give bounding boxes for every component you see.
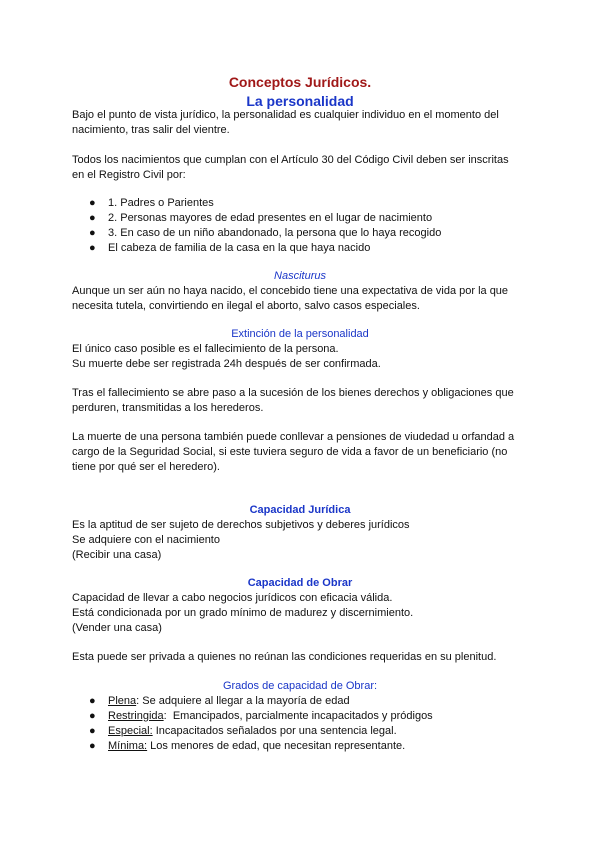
grado-term: Mínima: <box>108 740 148 752</box>
list-item: ● Plena: Se adquiere al llegar a la mayoría de edad <box>89 695 350 707</box>
registro-line-2: en el Registro Civil por: <box>72 169 186 181</box>
cap-obrar-line-1: Capacidad de llevar a cabo negocios jurídicos con eficacia válida. <box>72 592 393 604</box>
bullet-icon: ● <box>89 740 96 752</box>
nasciturus-line-1: Aunque un ser aún no haya nacido, el concebido tiene una expectativa de vida por la que <box>72 285 509 297</box>
bullet-icon: ● <box>89 695 96 707</box>
heading-capacidad-juridica: Capacidad Jurídica <box>249 504 351 516</box>
extincion-p3-line-2: cargo de la Seguridad Social, si este tuviera seguro de vida a favor de un beneficiario (no <box>72 446 508 458</box>
list-item: ● 2. Personas mayores de edad presentes en el lugar de nacimiento <box>89 212 433 224</box>
list-item: ● El cabeza de familia de la casa en la que haya nacido <box>89 242 371 254</box>
bullet-icon: ● <box>89 242 96 254</box>
grado-term: Plena <box>108 695 137 707</box>
intro-line-1: Bajo el punto de vista jurídico, la personalidad es cualquier individuo en el momento del <box>72 109 499 121</box>
nasciturus-line-2: necesita tutela, convirtiendo en ilegal el aborto, salvo casos especiales. <box>72 300 420 312</box>
registro-line-1: Todos los nacimientos que cumplan con el Artículo 30 del Código Civil deben ser inscritas <box>72 154 509 166</box>
bullet-icon: ● <box>89 227 96 239</box>
list-item: ● Especial: Incapacitados señalados por una sentencia legal. <box>89 725 397 737</box>
cap-juridica-line-3: (Recibir una casa) <box>72 549 162 561</box>
extincion-line-2: Su muerte debe ser registrada 24h después de ser confirmada. <box>72 358 381 370</box>
registro-list <box>89 196 442 256</box>
heading-extincion: Extinción de la personalidad <box>231 328 369 340</box>
bullet-icon: ● <box>89 197 96 209</box>
extincion-p3-line-1: La muerte de una persona también puede conllevar a pensiones de viudedad u orfandad a <box>72 431 515 443</box>
bullet-icon: ● <box>89 710 96 722</box>
section-title-personalidad: La personalidad <box>246 93 354 109</box>
grado-term: Especial: <box>108 725 153 737</box>
list-item: ● 1. Padres o Parientes <box>89 197 214 209</box>
heading-capacidad-obrar: Capacidad de Obrar <box>247 577 353 589</box>
grados-list <box>89 694 433 754</box>
heading-nasciturus: Nasciturus <box>274 270 326 282</box>
cap-juridica-line-1: Es la aptitud de ser sujeto de derechos subjetivos y deberes jurídicos <box>72 519 410 531</box>
bullet-icon: ● <box>89 725 96 737</box>
cap-obrar-line-2: Está condicionada por un grado mínimo de madurez y discernimiento. <box>72 607 414 619</box>
list-item: ● 3. En caso de un niño abandonado, la persona que lo haya recogido <box>89 227 442 239</box>
extincion-p3-line-3: tiene por qué ser el heredero). <box>72 461 220 473</box>
heading-grados: Grados de capacidad de Obrar: <box>222 680 378 692</box>
cap-juridica-line-2: Se adquiere con el nacimiento <box>72 534 220 546</box>
list-item: ● Restringida: Emancipados, parcialmente incapacitados y pródigos <box>89 710 433 722</box>
intro-line-2: nacimiento, tras salir del vientre. <box>72 124 230 136</box>
extincion-line-1: El único caso posible es el fallecimiento de la persona. <box>72 343 339 355</box>
page-title: Conceptos Jurídicos. <box>228 74 372 90</box>
cap-obrar-line-3: (Vender una casa) <box>72 622 162 634</box>
grado-term: Restringida <box>108 710 164 722</box>
bullet-icon: ● <box>89 212 96 224</box>
extincion-p2-line-1: Tras el fallecimiento se abre paso a la sucesión de los bienes derechos y obligaciones que <box>72 387 514 399</box>
list-item: ● Mínima: Los menores de edad, que necesitan representante. <box>89 740 406 752</box>
extincion-p2-line-2: perduren, transmitidas a los herederos. <box>72 402 264 414</box>
cap-obrar-line-4: Esta puede ser privada a quienes no reúnan las condiciones requeridas en su plenitud. <box>72 651 497 663</box>
